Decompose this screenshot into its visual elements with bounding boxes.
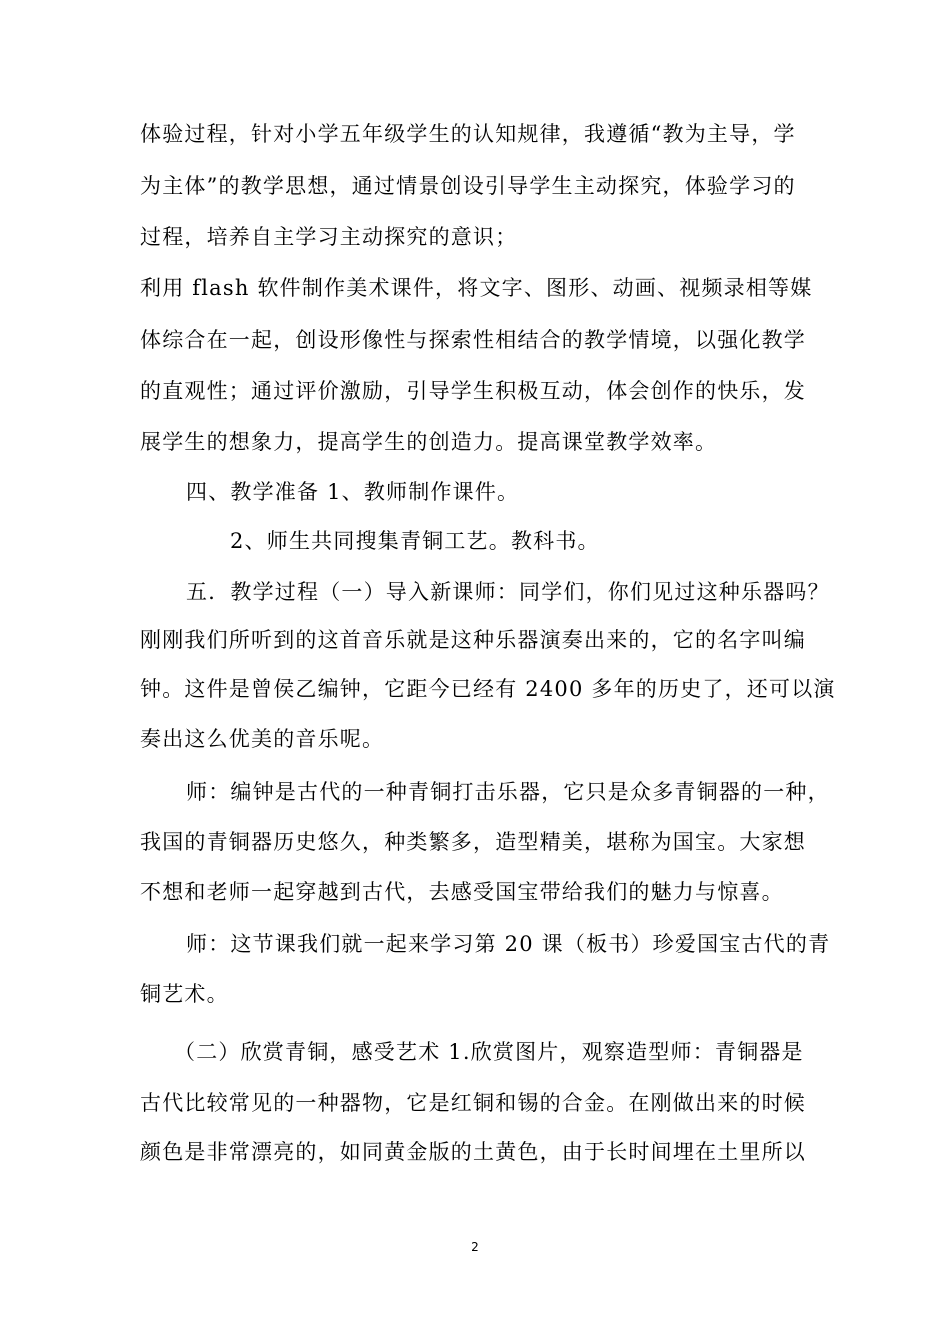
text-line: 奏出这么优美的音乐呢。 (140, 727, 385, 751)
page-number: 2 (471, 1240, 479, 1254)
text-line: 2、师生共同搜集青铜工艺。教科书。 (230, 529, 600, 553)
text-line: 铜艺术。 (140, 982, 229, 1006)
text-line: 体综合在一起，创设形像性与探索性相结合的教学情境，以强化教学 (140, 328, 806, 352)
text-line: 师：编钟是古代的一种青铜打击乐器，它只是众多青铜器的一种， (186, 780, 830, 804)
section-heading: （二）欣赏青铜，感受艺术 1.欣赏图片，观察造型师：青铜器是 (174, 1040, 804, 1064)
text-line: 利用 flash 软件制作美术课件，将文字、图形、动画、视频录相等媒 (140, 276, 813, 300)
text-line: 古代比较常见的一种器物，它是红铜和锡的合金。在刚做出来的时候 (140, 1091, 806, 1115)
text-line: 颜色是非常漂亮的，如同黄金版的土黄色，由于长时间埋在土里所以 (140, 1140, 806, 1164)
text-line: 体验过程，针对小学五年级学生的认知规律，我遵循“教为主导，学 (140, 122, 796, 146)
text-line: 刚刚我们所听到的这首音乐就是这种乐器演奏出来的，它的名字叫编 (140, 628, 806, 652)
text-line: 我国的青铜器历史悠久，种类繁多，造型精美，堪称为国宝。大家想 (140, 830, 806, 854)
text-line: 钟。这件是曾侯乙编钟，它距今已经有 2400 多年的历史了，还可以演 (140, 677, 836, 701)
section-heading: 五．教学过程（一）导入新课师：同学们，你们见过这种乐器吗？ (186, 580, 830, 604)
section-heading: 四、教学准备 1、教师制作课件。 (186, 480, 520, 504)
text-line: 不想和老师一起穿越到古代，去感受国宝带给我们的魅力与惊喜。 (140, 880, 784, 904)
text-line: 的直观性；通过评价激励，引导学生积极互动，体会创作的快乐，发 (140, 379, 806, 403)
text-line: 为主体”的教学思想，通过情景创设引导学生主动探究，体验学习的 (140, 174, 796, 198)
text-line: 师：这节课我们就一起来学习第 20 课（板书）珍爱国宝古代的青 (186, 932, 831, 956)
text-line: 过程，培养自主学习主动探究的意识； (140, 225, 518, 249)
text-line: 展学生的想象力，提高学生的创造力。提高课堂教学效率。 (140, 430, 718, 454)
